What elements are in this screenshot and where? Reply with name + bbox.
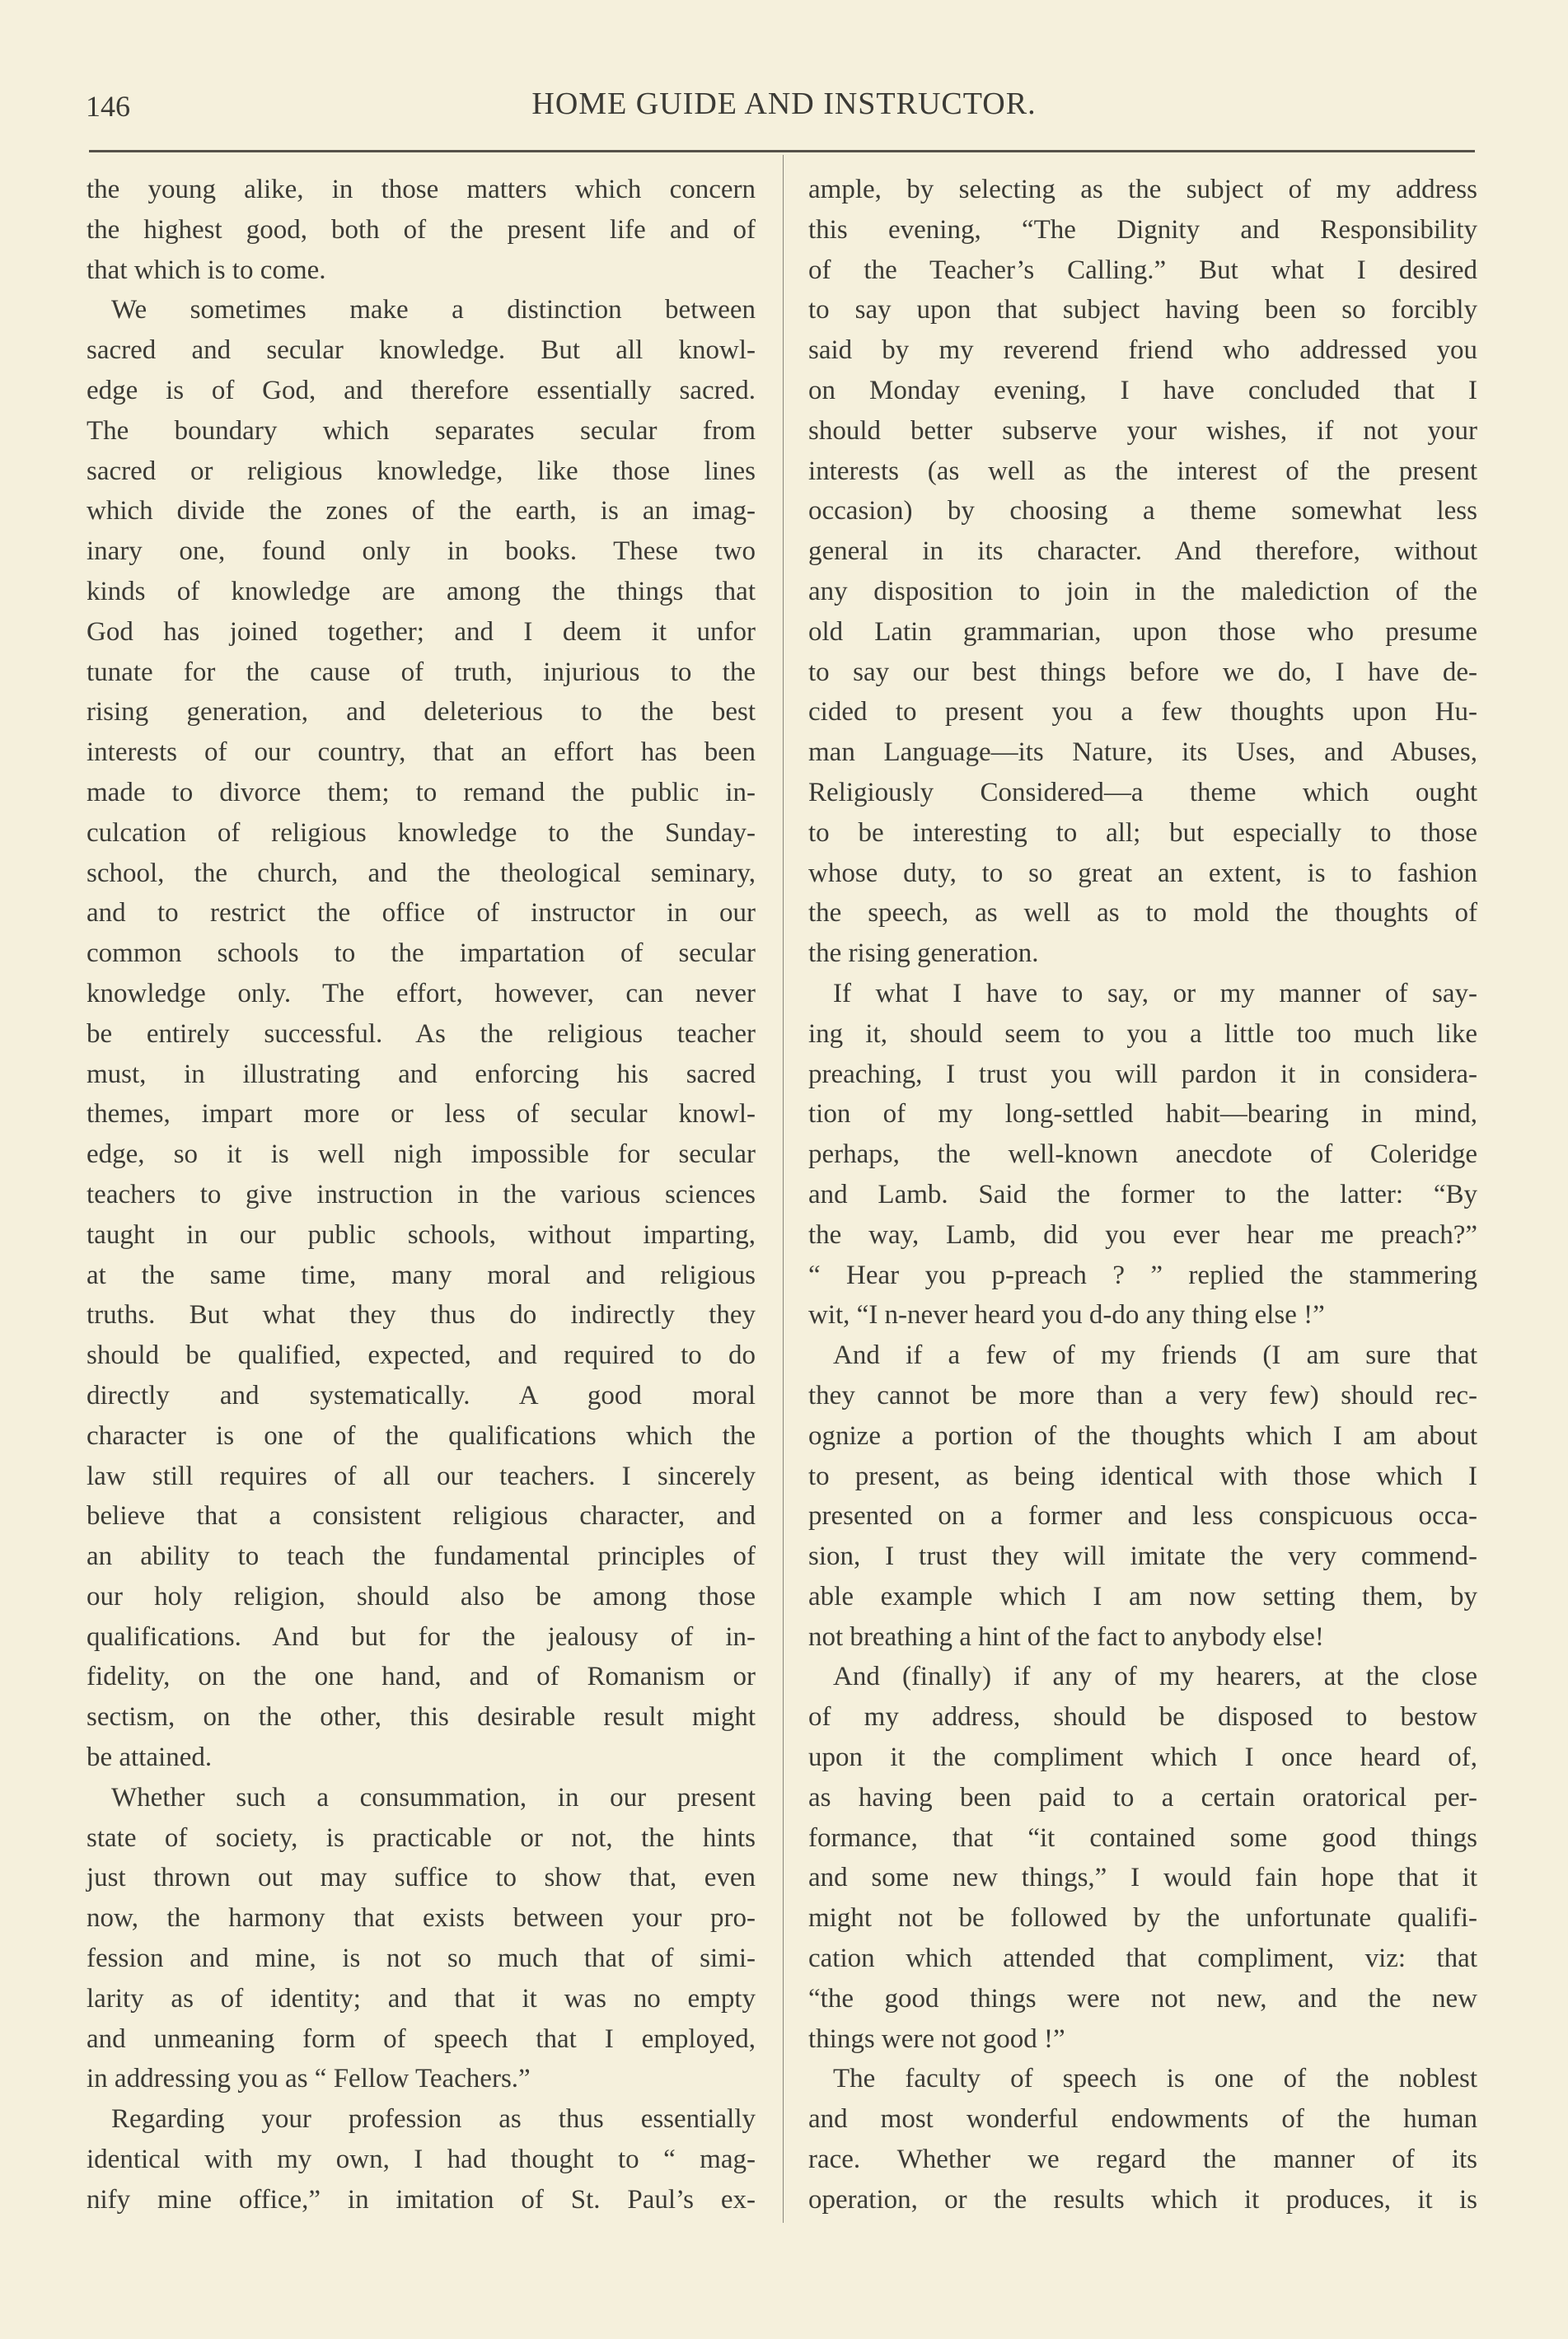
text-line: Religiously Considered—a theme which ought — [808, 777, 1477, 807]
text-line: said by my reverend friend who addressed you — [808, 335, 1477, 366]
text-line: edge is of God, and therefore essentially sacred. — [87, 375, 756, 405]
text-line: the speech, as well as to mold the thoughts of — [808, 898, 1477, 929]
text-line: the highest good, both of the present life and of — [87, 214, 756, 245]
text-line: to present, as being identical with those which I — [808, 1461, 1477, 1491]
text-line: directly and systematically. A good moral — [87, 1380, 756, 1410]
text-line: nify mine office,” in imitation of St. Paul’s ex- — [87, 2184, 756, 2215]
text-line: formance, that “it contained some good things — [808, 1822, 1477, 1853]
text-line: must, in illustrating and enforcing his sacred — [87, 1059, 756, 1089]
column-divider — [783, 155, 784, 2223]
text-line: kinds of knowledge are among the things that — [87, 576, 756, 606]
text-line: “ Hear you p-preach ? ” replied the stammering — [808, 1260, 1477, 1290]
text-line: and unmeaning form of speech that I employed, — [87, 2023, 756, 2054]
text-line: not breathing a hint of the fact to anybody else! — [808, 1621, 1324, 1652]
paragraph — [87, 170, 756, 290]
text-line: The faculty of speech is one of the noblest — [833, 2064, 1477, 2094]
text-line: We sometimes make a distinction between — [111, 295, 756, 325]
text-line: sion, I trust they will imitate the very commend- — [808, 1541, 1477, 1572]
text-line: general in its character. And therefore, without — [808, 536, 1477, 567]
paragraph — [808, 2059, 1477, 2220]
text-line: sacred and secular knowledge. But all knowl- — [87, 335, 756, 366]
text-line: of the Teacher’s Calling.” But what I desired — [808, 255, 1477, 285]
text-line: upon it the compliment which I once heard of, — [808, 1743, 1477, 1773]
text-line: culcation of religious knowledge to the Sunday- — [87, 817, 756, 848]
text-line: made to divorce them; to remand the public in- — [87, 777, 756, 807]
text-line: that which is to come. — [87, 255, 326, 285]
text-line: knowledge only. The effort, however, can never — [87, 978, 756, 1008]
text-line: and Lamb. Said the former to the latter: “By — [808, 1179, 1477, 1209]
text-line: able example which I am now setting them, by — [808, 1581, 1477, 1612]
text-line: now, the harmony that exists between your pro- — [87, 1903, 756, 1934]
text-line: preaching, I trust you will pardon it in considera- — [808, 1059, 1477, 1089]
text-line: should be qualified, expected, and required to do — [87, 1340, 756, 1371]
text-line: be entirely successful. As the religious teacher — [87, 1018, 756, 1049]
text-line: fidelity, on the one hand, and of Romanism or — [87, 1662, 756, 1692]
text-line: and some new things,” I would fain hope that it — [808, 1863, 1477, 1893]
text-line: sectism, on the other, this desirable result might — [87, 1702, 756, 1733]
text-line: truths. But what they thus do indirectly they — [87, 1300, 756, 1331]
text-line: believe that a consistent religious character, and — [87, 1501, 756, 1532]
text-line: this evening, “The Dignity and Responsibility — [808, 214, 1477, 245]
text-line: as having been paid to a certain oratorical per- — [808, 1782, 1477, 1813]
text-line: And (finally) if any of my hearers, at the close — [833, 1662, 1477, 1692]
text-line: just thrown out may suffice to show that, even — [87, 1863, 756, 1893]
text-line: they cannot be more than a very few) should rec- — [808, 1380, 1477, 1410]
text-line: the rising generation. — [808, 938, 1039, 969]
text-line: things were not good !” — [808, 2023, 1065, 2054]
text-line: taught in our public schools, without imparting, — [87, 1219, 756, 1250]
paragraph — [808, 170, 1477, 974]
text-line: to be interesting to all; but especially to those — [808, 817, 1477, 848]
running-title: HOME GUIDE AND INSTRUCTOR. — [531, 87, 1037, 121]
text-line: Regarding your profession as thus essentially — [111, 2104, 756, 2135]
text-line: tunate for the cause of truth, injurious to the — [87, 657, 756, 687]
text-line: might not be followed by the unfortunate qualifi- — [808, 1903, 1477, 1934]
header-rule — [89, 150, 1475, 152]
text-line: law still requires of all our teachers. I sincerely — [87, 1461, 756, 1491]
text-line: identical with my own, I had thought to “ mag- — [87, 2145, 756, 2175]
text-line: and to restrict the office of instructor in our — [87, 898, 756, 929]
page-number: 146 — [86, 90, 130, 123]
text-line: qualifications. And but for the jealousy of in- — [87, 1621, 756, 1652]
text-line: man Language—its Nature, its Uses, and Abuses, — [808, 737, 1477, 768]
text-line: perhaps, the well-known anecdote of Coleridge — [808, 1139, 1477, 1170]
text-line: presented on a former and less conspicuous occa- — [808, 1501, 1477, 1532]
text-line: an ability to teach the fundamental principles of — [87, 1541, 756, 1572]
text-line: whose duty, to so great an extent, is to fashion — [808, 858, 1477, 888]
text-line: common schools to the impartation of secular — [87, 938, 756, 969]
text-line: If what I have to say, or my manner of say- — [833, 978, 1477, 1008]
text-line: ample, by selecting as the subject of my address — [808, 175, 1477, 204]
text-line: The boundary which separates secular from — [87, 415, 756, 446]
text-line: cation which attended that compliment, viz: that — [808, 1944, 1477, 1974]
text-line: fession and mine, is not so much that of simi- — [87, 1944, 756, 1974]
text-line: to say our best things before we do, I have de- — [808, 657, 1477, 687]
text-column-right — [808, 170, 1477, 2220]
text-line: character is one of the qualifications which the — [87, 1420, 756, 1451]
text-line: wit, “I n-never heard you d-do any thing else !” — [808, 1300, 1325, 1331]
text-line: ing it, should seem to you a little too much like — [808, 1018, 1477, 1049]
text-line: of my address, should be disposed to bestow — [808, 1702, 1477, 1733]
text-line: school, the church, and the theological seminary, — [87, 858, 756, 888]
text-line: the way, Lamb, did you ever hear me preach?” — [808, 1219, 1477, 1250]
text-line: race. Whether we regard the manner of its — [808, 2145, 1477, 2175]
text-line: “the good things were not new, and the new — [808, 1983, 1477, 2014]
paragraph — [87, 290, 756, 1777]
text-line: occasion) by choosing a theme somewhat less — [808, 496, 1477, 526]
text-line: themes, impart more or less of secular knowl- — [87, 1099, 756, 1130]
text-line: be attained. — [87, 1743, 213, 1773]
paragraph — [808, 974, 1477, 1336]
paragraph — [808, 1657, 1477, 2059]
text-line: and most wonderful endowments of the human — [808, 2104, 1477, 2135]
text-line: on Monday evening, I have concluded that I — [808, 375, 1477, 405]
text-line: ognize a portion of the thoughts which I am about — [808, 1420, 1477, 1451]
text-column-left — [87, 170, 756, 2220]
text-line: any disposition to join in the malediction of the — [808, 576, 1477, 606]
text-line: larity as of identity; and that it was no empty — [87, 1983, 756, 2014]
text-line: inary one, found only in books. These two — [87, 536, 756, 567]
text-line: to say upon that subject having been so forcibly — [808, 295, 1477, 325]
text-line: rising generation, and deleterious to the best — [87, 697, 756, 727]
text-line: God has joined together; and I deem it unfor — [87, 616, 756, 647]
text-line: interests (as well as the interest of the present — [808, 456, 1477, 486]
text-line: edge, so it is well nigh impossible for secular — [87, 1139, 756, 1170]
text-line: tion of my long-settled habit—bearing in mind, — [808, 1099, 1477, 1130]
text-line: operation, or the results which it produces, it is — [808, 2184, 1477, 2215]
paragraph — [808, 1336, 1477, 1657]
text-line: our holy religion, should also be among those — [87, 1581, 756, 1612]
text-line: Whether such a consummation, in our present — [111, 1782, 756, 1813]
paragraph — [87, 2099, 756, 2220]
paragraph — [87, 1778, 756, 2099]
text-line: state of society, is practicable or not, the hints — [87, 1822, 756, 1853]
text-line: And if a few of my friends (I am sure that — [833, 1340, 1477, 1371]
text-line: in addressing you as “ Fellow Teachers.” — [87, 2064, 531, 2094]
text-line: sacred or religious knowledge, like those lines — [87, 456, 756, 486]
text-line: the young alike, in those matters which concern — [87, 175, 756, 204]
text-line: which divide the zones of the earth, is an imag- — [87, 496, 756, 526]
text-line: interests of our country, that an effort has been — [87, 737, 756, 768]
text-line: old Latin grammarian, upon those who presume — [808, 616, 1477, 647]
text-line: cided to present you a few thoughts upon Hu- — [808, 697, 1477, 727]
text-line: teachers to give instruction in the various sciences — [87, 1179, 756, 1209]
text-line: should better subserve your wishes, if not your — [808, 415, 1477, 446]
text-line: at the same time, many moral and religious — [87, 1260, 756, 1290]
